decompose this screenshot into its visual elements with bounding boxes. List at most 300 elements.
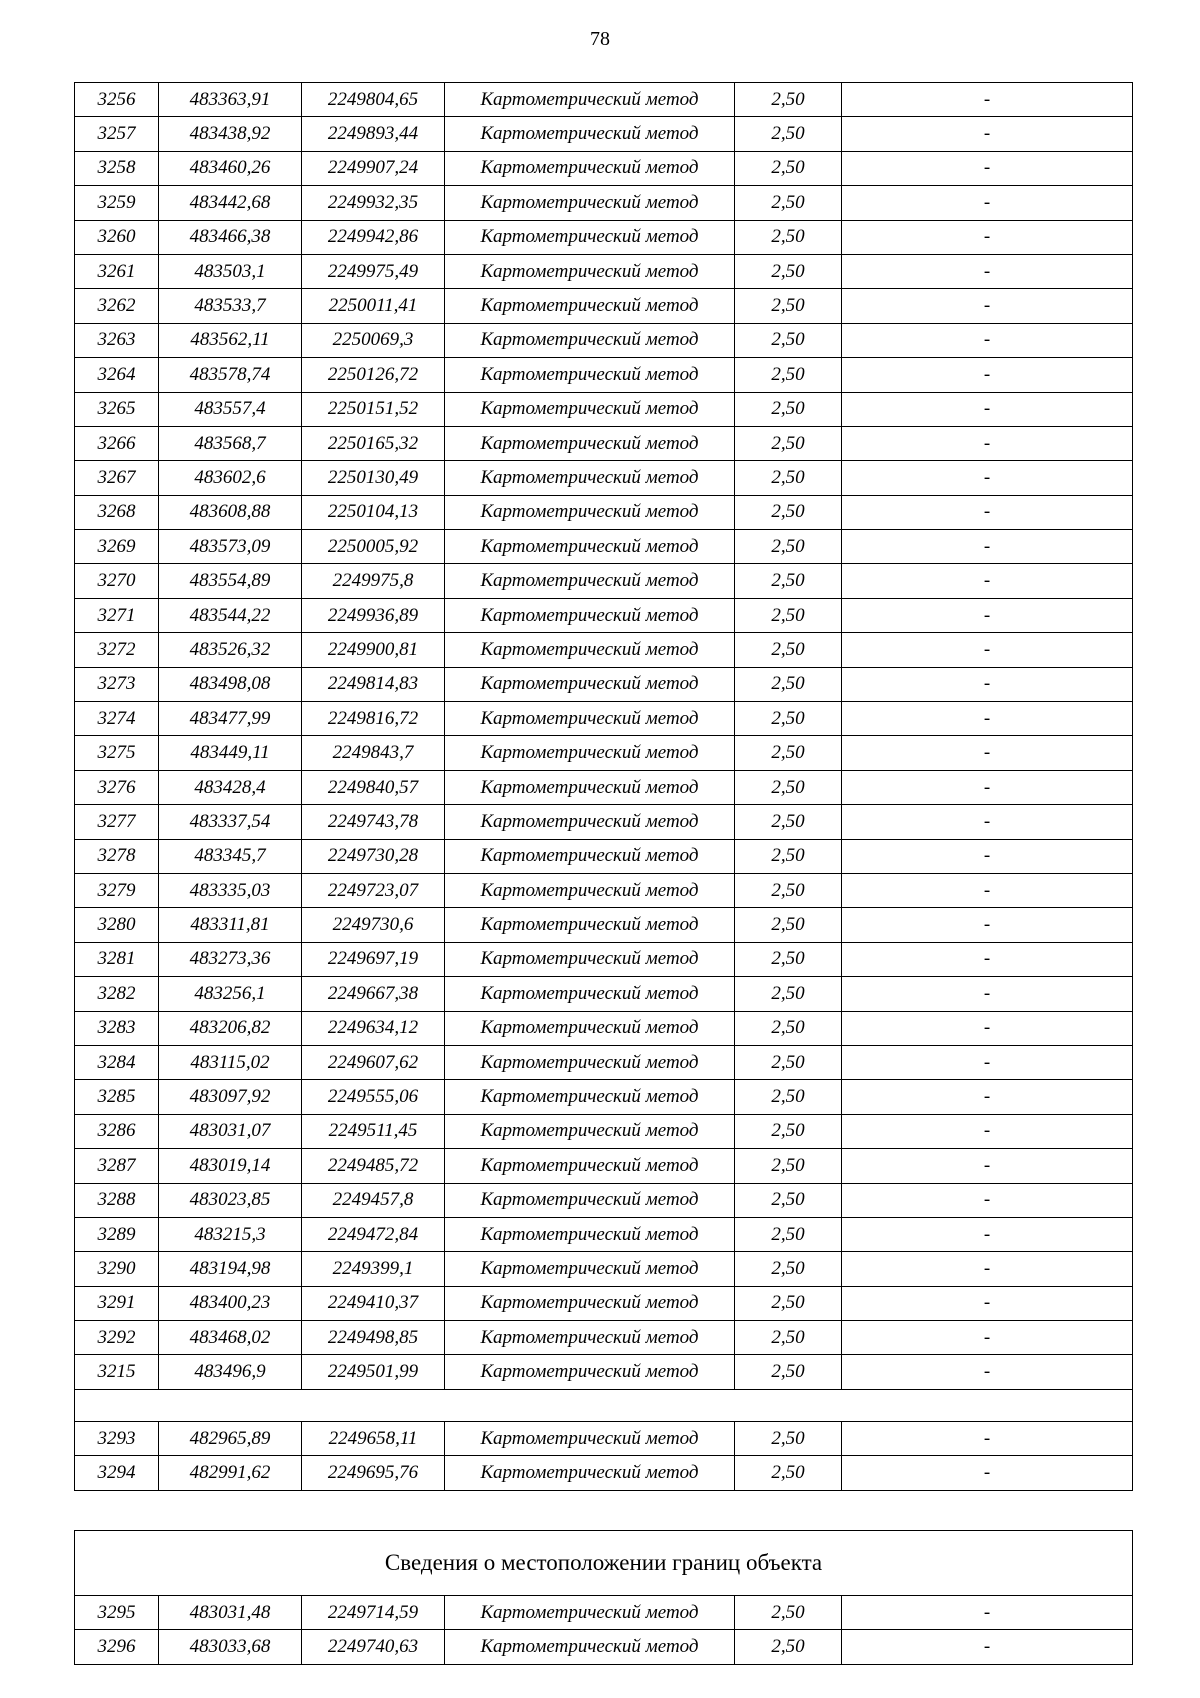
point-number-cell: 3262 bbox=[75, 289, 159, 323]
table-row bbox=[75, 770, 1133, 804]
method-cell: Картометрический метод bbox=[445, 1630, 735, 1664]
accuracy-cell: 2,50 bbox=[735, 117, 842, 151]
description-cell: - bbox=[842, 736, 1133, 770]
y-coordinate-cell: 2249816,72 bbox=[302, 702, 445, 736]
x-coordinate-cell: 483568,7 bbox=[159, 426, 302, 460]
y-coordinate-cell: 2249714,59 bbox=[302, 1596, 445, 1630]
accuracy-cell: 2,50 bbox=[735, 1114, 842, 1148]
point-number-cell: 3270 bbox=[75, 564, 159, 598]
point-number-cell: 3279 bbox=[75, 873, 159, 907]
x-coordinate-cell: 483115,02 bbox=[159, 1045, 302, 1079]
table-row bbox=[75, 839, 1133, 873]
y-coordinate-cell: 2249511,45 bbox=[302, 1114, 445, 1148]
table-row bbox=[75, 1421, 1133, 1455]
method-cell: Картометрический метод bbox=[445, 289, 735, 323]
method-cell: Картометрический метод bbox=[445, 1183, 735, 1217]
method-cell: Картометрический метод bbox=[445, 323, 735, 357]
description-cell: - bbox=[842, 461, 1133, 495]
accuracy-cell: 2,50 bbox=[735, 1596, 842, 1630]
point-number-cell: 3264 bbox=[75, 358, 159, 392]
y-coordinate-cell: 2249975,49 bbox=[302, 254, 445, 288]
table-row bbox=[75, 1080, 1133, 1114]
x-coordinate-cell: 483206,82 bbox=[159, 1011, 302, 1045]
table-row bbox=[75, 564, 1133, 598]
accuracy-cell: 2,50 bbox=[735, 358, 842, 392]
y-coordinate-cell: 2249501,99 bbox=[302, 1355, 445, 1389]
table-row bbox=[75, 220, 1133, 254]
accuracy-cell: 2,50 bbox=[735, 908, 842, 942]
point-number-cell: 3257 bbox=[75, 117, 159, 151]
point-number-cell: 3285 bbox=[75, 1080, 159, 1114]
point-number-cell: 3281 bbox=[75, 942, 159, 976]
method-cell: Картометрический метод bbox=[445, 564, 735, 598]
x-coordinate-cell: 483019,14 bbox=[159, 1149, 302, 1183]
accuracy-cell: 2,50 bbox=[735, 839, 842, 873]
accuracy-cell: 2,50 bbox=[735, 1011, 842, 1045]
accuracy-cell: 2,50 bbox=[735, 1630, 842, 1664]
accuracy-cell: 2,50 bbox=[735, 1286, 842, 1320]
x-coordinate-cell: 483033,68 bbox=[159, 1630, 302, 1664]
accuracy-cell: 2,50 bbox=[735, 1217, 842, 1251]
description-cell: - bbox=[842, 151, 1133, 185]
y-coordinate-cell: 2249804,65 bbox=[302, 83, 445, 117]
y-coordinate-cell: 2249975,8 bbox=[302, 564, 445, 598]
y-coordinate-cell: 2249843,7 bbox=[302, 736, 445, 770]
y-coordinate-cell: 2250069,3 bbox=[302, 323, 445, 357]
accuracy-cell: 2,50 bbox=[735, 323, 842, 357]
table-row bbox=[75, 598, 1133, 632]
description-cell: - bbox=[842, 358, 1133, 392]
table-row bbox=[75, 1183, 1133, 1217]
y-coordinate-cell: 2250104,13 bbox=[302, 495, 445, 529]
y-coordinate-cell: 2250151,52 bbox=[302, 392, 445, 426]
page-number: 78 bbox=[590, 28, 610, 50]
table-row bbox=[75, 667, 1133, 701]
description-cell: - bbox=[842, 873, 1133, 907]
description-cell: - bbox=[842, 323, 1133, 357]
x-coordinate-cell: 483311,81 bbox=[159, 908, 302, 942]
accuracy-cell: 2,50 bbox=[735, 770, 842, 804]
x-coordinate-cell: 483363,91 bbox=[159, 83, 302, 117]
y-coordinate-cell: 2249457,8 bbox=[302, 1183, 445, 1217]
method-cell: Картометрический метод bbox=[445, 186, 735, 220]
y-coordinate-cell: 2249410,37 bbox=[302, 1286, 445, 1320]
accuracy-cell: 2,50 bbox=[735, 1355, 842, 1389]
description-cell: - bbox=[842, 1183, 1133, 1217]
point-number-cell: 3260 bbox=[75, 220, 159, 254]
accuracy-cell: 2,50 bbox=[735, 186, 842, 220]
accuracy-cell: 2,50 bbox=[735, 1045, 842, 1079]
accuracy-cell: 2,50 bbox=[735, 667, 842, 701]
method-cell: Картометрический метод bbox=[445, 1321, 735, 1355]
point-number-cell: 3277 bbox=[75, 805, 159, 839]
y-coordinate-cell: 2249472,84 bbox=[302, 1217, 445, 1251]
x-coordinate-cell: 483503,1 bbox=[159, 254, 302, 288]
accuracy-cell: 2,50 bbox=[735, 633, 842, 667]
method-cell: Картометрический метод bbox=[445, 873, 735, 907]
y-coordinate-cell: 2250011,41 bbox=[302, 289, 445, 323]
accuracy-cell: 2,50 bbox=[735, 1183, 842, 1217]
y-coordinate-cell: 2249485,72 bbox=[302, 1149, 445, 1183]
description-cell: - bbox=[842, 117, 1133, 151]
x-coordinate-cell: 483608,88 bbox=[159, 495, 302, 529]
method-cell: Картометрический метод bbox=[445, 151, 735, 185]
y-coordinate-cell: 2249743,78 bbox=[302, 805, 445, 839]
method-cell: Картометрический метод bbox=[445, 667, 735, 701]
point-number-cell: 3288 bbox=[75, 1183, 159, 1217]
accuracy-cell: 2,50 bbox=[735, 530, 842, 564]
x-coordinate-cell: 483023,85 bbox=[159, 1183, 302, 1217]
table-row bbox=[75, 702, 1133, 736]
x-coordinate-cell: 482965,89 bbox=[159, 1421, 302, 1455]
y-coordinate-cell: 2249667,38 bbox=[302, 977, 445, 1011]
point-number-cell: 3287 bbox=[75, 1149, 159, 1183]
table-row bbox=[75, 1045, 1133, 1079]
point-number-cell: 3291 bbox=[75, 1286, 159, 1320]
description-cell: - bbox=[842, 1321, 1133, 1355]
point-number-cell: 3278 bbox=[75, 839, 159, 873]
accuracy-cell: 2,50 bbox=[735, 254, 842, 288]
table-row bbox=[75, 1114, 1133, 1148]
table-row bbox=[75, 83, 1133, 117]
method-cell: Картометрический метод bbox=[445, 702, 735, 736]
method-cell: Картометрический метод bbox=[445, 1456, 735, 1490]
table-row bbox=[75, 495, 1133, 529]
section-header-row bbox=[75, 1531, 1133, 1596]
point-number-cell: 3295 bbox=[75, 1596, 159, 1630]
x-coordinate-cell: 483602,6 bbox=[159, 461, 302, 495]
description-cell: - bbox=[842, 1355, 1133, 1389]
table-row bbox=[75, 873, 1133, 907]
y-coordinate-cell: 2249498,85 bbox=[302, 1321, 445, 1355]
accuracy-cell: 2,50 bbox=[735, 426, 842, 460]
x-coordinate-cell: 483554,89 bbox=[159, 564, 302, 598]
x-coordinate-cell: 483345,7 bbox=[159, 839, 302, 873]
point-number-cell: 3286 bbox=[75, 1114, 159, 1148]
method-cell: Картометрический метод bbox=[445, 736, 735, 770]
accuracy-cell: 2,50 bbox=[735, 220, 842, 254]
method-cell: Картометрический метод bbox=[445, 220, 735, 254]
table-row bbox=[75, 942, 1133, 976]
y-coordinate-cell: 2249555,06 bbox=[302, 1080, 445, 1114]
x-coordinate-cell: 483031,07 bbox=[159, 1114, 302, 1148]
table-row bbox=[75, 289, 1133, 323]
method-cell: Картометрический метод bbox=[445, 358, 735, 392]
point-number-cell: 3268 bbox=[75, 495, 159, 529]
table-row bbox=[75, 1630, 1133, 1664]
method-cell: Картометрический метод bbox=[445, 1596, 735, 1630]
y-coordinate-cell: 2249942,86 bbox=[302, 220, 445, 254]
table-row bbox=[75, 1355, 1133, 1389]
y-coordinate-cell: 2250005,92 bbox=[302, 530, 445, 564]
table-row bbox=[75, 1321, 1133, 1355]
point-number-cell: 3283 bbox=[75, 1011, 159, 1045]
description-cell: - bbox=[842, 254, 1133, 288]
method-cell: Картометрический метод bbox=[445, 1286, 735, 1320]
y-coordinate-cell: 2250126,72 bbox=[302, 358, 445, 392]
point-number-cell: 3289 bbox=[75, 1217, 159, 1251]
description-cell: - bbox=[842, 633, 1133, 667]
table-row bbox=[75, 254, 1133, 288]
description-cell: - bbox=[842, 702, 1133, 736]
method-cell: Картометрический метод bbox=[445, 1149, 735, 1183]
table-row bbox=[75, 1011, 1133, 1045]
table-row bbox=[75, 633, 1133, 667]
point-number-cell: 3258 bbox=[75, 151, 159, 185]
x-coordinate-cell: 483428,4 bbox=[159, 770, 302, 804]
table-row bbox=[75, 908, 1133, 942]
point-number-cell: 3275 bbox=[75, 736, 159, 770]
description-cell: - bbox=[842, 186, 1133, 220]
x-coordinate-cell: 483466,38 bbox=[159, 220, 302, 254]
table-row bbox=[75, 186, 1133, 220]
point-number-cell: 3294 bbox=[75, 1456, 159, 1490]
method-cell: Картометрический метод bbox=[445, 1080, 735, 1114]
x-coordinate-cell: 483578,74 bbox=[159, 358, 302, 392]
description-cell: - bbox=[842, 977, 1133, 1011]
y-coordinate-cell: 2249840,57 bbox=[302, 770, 445, 804]
x-coordinate-cell: 483557,4 bbox=[159, 392, 302, 426]
description-cell: - bbox=[842, 1217, 1133, 1251]
x-coordinate-cell: 483031,48 bbox=[159, 1596, 302, 1630]
method-cell: Картометрический метод bbox=[445, 254, 735, 288]
table-row bbox=[75, 1286, 1133, 1320]
table-row bbox=[75, 323, 1133, 357]
y-coordinate-cell: 2249723,07 bbox=[302, 873, 445, 907]
accuracy-cell: 2,50 bbox=[735, 702, 842, 736]
description-cell: - bbox=[842, 530, 1133, 564]
method-cell: Картометрический метод bbox=[445, 1217, 735, 1251]
y-coordinate-cell: 2250165,32 bbox=[302, 426, 445, 460]
description-cell: - bbox=[842, 1421, 1133, 1455]
point-number-cell: 3271 bbox=[75, 598, 159, 632]
description-cell: - bbox=[842, 1114, 1133, 1148]
point-number-cell: 3261 bbox=[75, 254, 159, 288]
method-cell: Картометрический метод bbox=[445, 1011, 735, 1045]
point-number-cell: 3276 bbox=[75, 770, 159, 804]
x-coordinate-cell: 483194,98 bbox=[159, 1252, 302, 1286]
point-number-cell: 3215 bbox=[75, 1355, 159, 1389]
x-coordinate-cell: 483496,9 bbox=[159, 1355, 302, 1389]
description-cell: - bbox=[842, 839, 1133, 873]
table-row bbox=[75, 1456, 1133, 1490]
method-cell: Картометрический метод bbox=[445, 1355, 735, 1389]
description-cell: - bbox=[842, 392, 1133, 426]
x-coordinate-cell: 483215,3 bbox=[159, 1217, 302, 1251]
accuracy-cell: 2,50 bbox=[735, 1421, 842, 1455]
y-coordinate-cell: 2249814,83 bbox=[302, 667, 445, 701]
point-number-cell: 3266 bbox=[75, 426, 159, 460]
description-cell: - bbox=[842, 805, 1133, 839]
point-number-cell: 3284 bbox=[75, 1045, 159, 1079]
method-cell: Картометрический метод bbox=[445, 1252, 735, 1286]
table-row bbox=[75, 1596, 1133, 1630]
section-title: Сведения о местоположении границ объекта bbox=[75, 1531, 1133, 1596]
x-coordinate-cell: 483256,1 bbox=[159, 977, 302, 1011]
table-row bbox=[75, 461, 1133, 495]
point-number-cell: 3265 bbox=[75, 392, 159, 426]
accuracy-cell: 2,50 bbox=[735, 83, 842, 117]
method-cell: Картометрический метод bbox=[445, 1045, 735, 1079]
y-coordinate-cell: 2249740,63 bbox=[302, 1630, 445, 1664]
table-row bbox=[75, 1252, 1133, 1286]
method-cell: Картометрический метод bbox=[445, 942, 735, 976]
method-cell: Картометрический метод bbox=[445, 117, 735, 151]
x-coordinate-cell: 483573,09 bbox=[159, 530, 302, 564]
description-cell: - bbox=[842, 1149, 1133, 1183]
point-number-cell: 3293 bbox=[75, 1421, 159, 1455]
description-cell: - bbox=[842, 83, 1133, 117]
x-coordinate-cell: 483468,02 bbox=[159, 1321, 302, 1355]
y-coordinate-cell: 2249907,24 bbox=[302, 151, 445, 185]
y-coordinate-cell: 2249730,6 bbox=[302, 908, 445, 942]
table-row bbox=[75, 117, 1133, 151]
accuracy-cell: 2,50 bbox=[735, 1456, 842, 1490]
description-cell: - bbox=[842, 289, 1133, 323]
method-cell: Картометрический метод bbox=[445, 461, 735, 495]
description-cell: - bbox=[842, 942, 1133, 976]
x-coordinate-cell: 483460,26 bbox=[159, 151, 302, 185]
point-number-cell: 3274 bbox=[75, 702, 159, 736]
accuracy-cell: 2,50 bbox=[735, 1080, 842, 1114]
accuracy-cell: 2,50 bbox=[735, 1252, 842, 1286]
table-row bbox=[75, 426, 1133, 460]
y-coordinate-cell: 2249932,35 bbox=[302, 186, 445, 220]
y-coordinate-cell: 2249900,81 bbox=[302, 633, 445, 667]
method-cell: Картометрический метод bbox=[445, 633, 735, 667]
point-number-cell: 3292 bbox=[75, 1321, 159, 1355]
x-coordinate-cell: 483544,22 bbox=[159, 598, 302, 632]
group-separator-row bbox=[75, 1389, 1133, 1421]
accuracy-cell: 2,50 bbox=[735, 873, 842, 907]
method-cell: Картометрический метод bbox=[445, 770, 735, 804]
description-cell: - bbox=[842, 564, 1133, 598]
accuracy-cell: 2,50 bbox=[735, 942, 842, 976]
description-cell: - bbox=[842, 1011, 1133, 1045]
table-row bbox=[75, 392, 1133, 426]
accuracy-cell: 2,50 bbox=[735, 1321, 842, 1355]
method-cell: Картометрический метод bbox=[445, 839, 735, 873]
description-cell: - bbox=[842, 426, 1133, 460]
x-coordinate-cell: 483533,7 bbox=[159, 289, 302, 323]
description-cell: - bbox=[842, 598, 1133, 632]
point-number-cell: 3273 bbox=[75, 667, 159, 701]
point-number-cell: 3267 bbox=[75, 461, 159, 495]
description-cell: - bbox=[842, 1252, 1133, 1286]
x-coordinate-cell: 483337,54 bbox=[159, 805, 302, 839]
description-cell: - bbox=[842, 1045, 1133, 1079]
table-row bbox=[75, 358, 1133, 392]
y-coordinate-cell: 2249658,11 bbox=[302, 1421, 445, 1455]
x-coordinate-cell: 483562,11 bbox=[159, 323, 302, 357]
accuracy-cell: 2,50 bbox=[735, 977, 842, 1011]
x-coordinate-cell: 483526,32 bbox=[159, 633, 302, 667]
description-cell: - bbox=[842, 1080, 1133, 1114]
method-cell: Картометрический метод bbox=[445, 598, 735, 632]
y-coordinate-cell: 2249893,44 bbox=[302, 117, 445, 151]
description-cell: - bbox=[842, 220, 1133, 254]
accuracy-cell: 2,50 bbox=[735, 598, 842, 632]
table-row bbox=[75, 1217, 1133, 1251]
table-row bbox=[75, 736, 1133, 770]
description-cell: - bbox=[842, 1286, 1133, 1320]
accuracy-cell: 2,50 bbox=[735, 1149, 842, 1183]
description-cell: - bbox=[842, 1596, 1133, 1630]
x-coordinate-cell: 483438,92 bbox=[159, 117, 302, 151]
x-coordinate-cell: 483449,11 bbox=[159, 736, 302, 770]
x-coordinate-cell: 483477,99 bbox=[159, 702, 302, 736]
x-coordinate-cell: 482991,62 bbox=[159, 1456, 302, 1490]
y-coordinate-cell: 2249936,89 bbox=[302, 598, 445, 632]
method-cell: Картометрический метод bbox=[445, 83, 735, 117]
table-row bbox=[75, 1149, 1133, 1183]
accuracy-cell: 2,50 bbox=[735, 151, 842, 185]
description-cell: - bbox=[842, 908, 1133, 942]
x-coordinate-cell: 483273,36 bbox=[159, 942, 302, 976]
method-cell: Картометрический метод bbox=[445, 1421, 735, 1455]
x-coordinate-cell: 483335,03 bbox=[159, 873, 302, 907]
description-cell: - bbox=[842, 495, 1133, 529]
table-row bbox=[75, 977, 1133, 1011]
y-coordinate-cell: 2250130,49 bbox=[302, 461, 445, 495]
x-coordinate-cell: 483442,68 bbox=[159, 186, 302, 220]
coordinates-table bbox=[74, 82, 1133, 1491]
y-coordinate-cell: 2249399,1 bbox=[302, 1252, 445, 1286]
point-number-cell: 3263 bbox=[75, 323, 159, 357]
description-cell: - bbox=[842, 770, 1133, 804]
method-cell: Картометрический метод bbox=[445, 530, 735, 564]
table-row bbox=[75, 530, 1133, 564]
table-row bbox=[75, 805, 1133, 839]
y-coordinate-cell: 2249730,28 bbox=[302, 839, 445, 873]
point-number-cell: 3296 bbox=[75, 1630, 159, 1664]
y-coordinate-cell: 2249695,76 bbox=[302, 1456, 445, 1490]
x-coordinate-cell: 483400,23 bbox=[159, 1286, 302, 1320]
x-coordinate-cell: 483097,92 bbox=[159, 1080, 302, 1114]
method-cell: Картометрический метод bbox=[445, 392, 735, 426]
y-coordinate-cell: 2249607,62 bbox=[302, 1045, 445, 1079]
description-cell: - bbox=[842, 1630, 1133, 1664]
method-cell: Картометрический метод bbox=[445, 426, 735, 460]
table-row bbox=[75, 151, 1133, 185]
point-number-cell: 3272 bbox=[75, 633, 159, 667]
method-cell: Картометрический метод bbox=[445, 908, 735, 942]
y-coordinate-cell: 2249634,12 bbox=[302, 1011, 445, 1045]
y-coordinate-cell: 2249697,19 bbox=[302, 942, 445, 976]
accuracy-cell: 2,50 bbox=[735, 289, 842, 323]
accuracy-cell: 2,50 bbox=[735, 564, 842, 598]
point-number-cell: 3280 bbox=[75, 908, 159, 942]
accuracy-cell: 2,50 bbox=[735, 392, 842, 426]
method-cell: Картометрический метод bbox=[445, 495, 735, 529]
point-number-cell: 3259 bbox=[75, 186, 159, 220]
point-number-cell: 3256 bbox=[75, 83, 159, 117]
description-cell: - bbox=[842, 667, 1133, 701]
point-number-cell: 3282 bbox=[75, 977, 159, 1011]
method-cell: Картометрический метод bbox=[445, 805, 735, 839]
point-number-cell: 3290 bbox=[75, 1252, 159, 1286]
description-cell: - bbox=[842, 1456, 1133, 1490]
method-cell: Картометрический метод bbox=[445, 977, 735, 1011]
x-coordinate-cell: 483498,08 bbox=[159, 667, 302, 701]
accuracy-cell: 2,50 bbox=[735, 805, 842, 839]
method-cell: Картометрический метод bbox=[445, 1114, 735, 1148]
point-number-cell: 3269 bbox=[75, 530, 159, 564]
accuracy-cell: 2,50 bbox=[735, 736, 842, 770]
object-boundaries-table bbox=[74, 1530, 1133, 1665]
group-separator-cell bbox=[75, 1389, 1133, 1421]
accuracy-cell: 2,50 bbox=[735, 495, 842, 529]
